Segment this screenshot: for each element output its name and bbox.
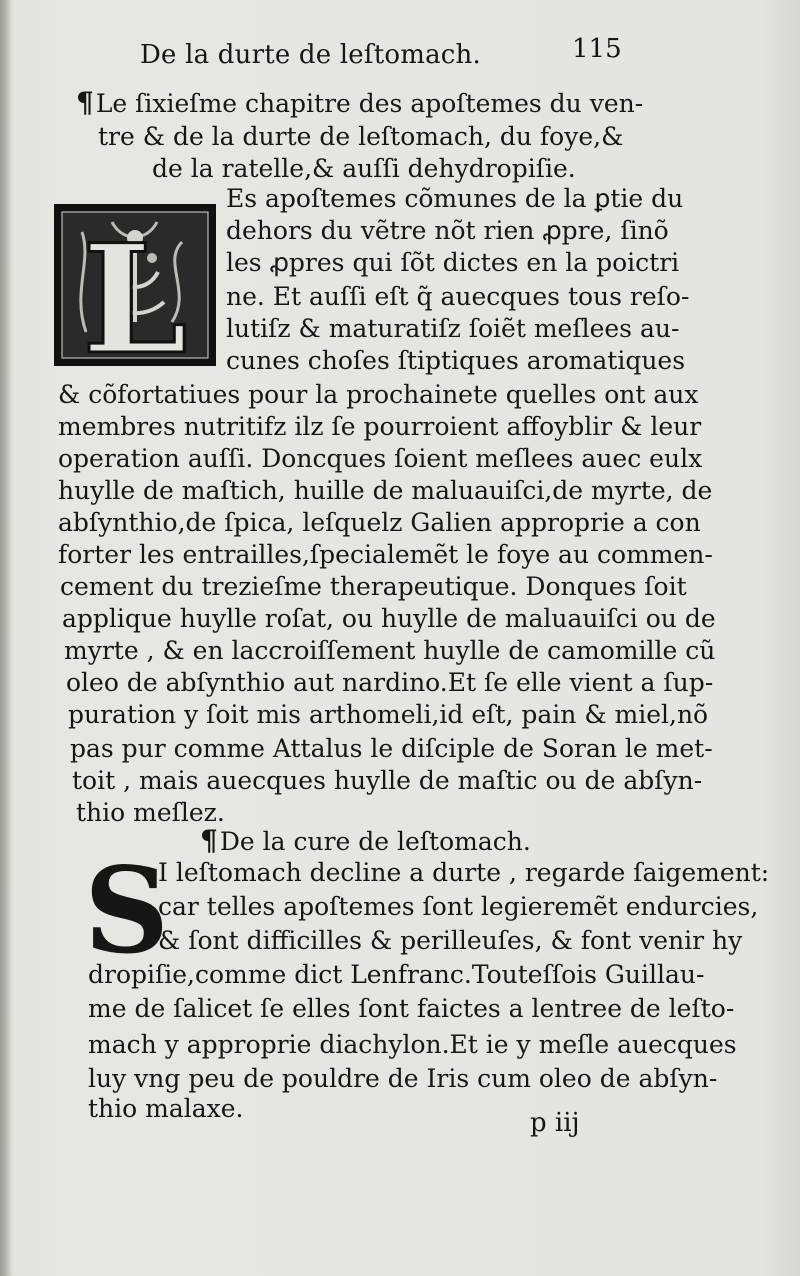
initial-letter-s: S (84, 841, 170, 980)
running-title: De la durte de leſtomach. (140, 40, 481, 70)
body-line-8: membres nutritifz ilz ſe pourroient affoyblir & leur (58, 412, 702, 441)
body-line-13: cement du trezieſme therapeutique. Donques ſoit (60, 572, 687, 601)
body-line-18: pas pur comme Attalus le diſciple de Soran le met- (70, 734, 713, 763)
body-line-20: thio meſlez. (76, 798, 225, 827)
folio-number: 115 (572, 34, 622, 64)
body-line-6: cunes choſes ſtiptiques aromatiques (226, 346, 686, 375)
pilcrow-icon: ¶ (76, 86, 94, 119)
section-line-2: car telles apoſtemes ſont legieremẽt endurcies, (158, 892, 759, 921)
body-line-3: les ꝓpres qui ſõt dictes en la poictri (226, 248, 680, 277)
initial-letter-l: L (82, 212, 188, 368)
body-line-19: toit , mais auecques huylle de maſtic ou de abſyn- (72, 766, 703, 795)
body-line-4: ne. Et auſſi eſt q̃ auecques tous reſo- (226, 282, 690, 311)
body-line-12: forter les entrailles,ſpecialemẽt le foye au commen- (58, 540, 713, 569)
signature-mark: p iij (530, 1108, 580, 1138)
section-heading-text: De la cure de leſtomach. (219, 827, 531, 856)
section-line-5: me de ſalicet ſe elles ſont faictes a lentree de leſto- (88, 994, 735, 1023)
chapter-heading-line-2: tre & de la durte de leſtomach, du foye,& (98, 122, 624, 151)
section-line-6: mach y approprie diachylon.Et ie y meſle auecques (88, 1030, 737, 1059)
section-line-7: luy vng peu de pouldre de Iris cum oleo de abſyn- (88, 1064, 718, 1093)
body-line-9: operation auſſi. Doncques ſoient meſlees auec eulx (58, 444, 703, 473)
body-line-14: applique huylle roſat, ou huylle de maluauiſci ou de (62, 604, 716, 633)
section-heading (200, 826, 531, 857)
body-line-16: oleo de abſynthio aut nardino.Et ſe elle vient a ſup- (66, 668, 714, 697)
gutter-shadow (0, 0, 12, 1276)
body-line-17: puration y ſoit mis arthomeli,id eſt, pain & miel,nõ (68, 700, 709, 729)
body-line-2: dehors du vẽtre nõt rien ꝓpre, ſinõ (226, 216, 669, 245)
woodcut-initial-l-icon (52, 202, 218, 368)
section-line-8: thio malaxe. (88, 1094, 244, 1123)
chapter-heading-line-3: de la ratelle,& auſſi dehydropiſie. (152, 154, 576, 183)
section-line-3: & ſont difficilles & perilleuſes, & font venir hy (158, 926, 743, 955)
section-line-4: dropiſie,comme dict Lenfranc.Touteſſois Guillau- (88, 960, 705, 989)
section-line-1: I leſtomach decline a durte , regarde ſaigement: (158, 858, 770, 887)
body-line-1: Es apoſtemes cõmunes de la ꝑtie du (226, 184, 684, 213)
body-line-10: huylle de maſtich, huille de maluauiſci,de myrte, de (58, 476, 713, 505)
chapter-heading-line-1 (76, 88, 643, 119)
body-line-7: & cõfortatiues pour la prochainete quelles ont aux (58, 380, 699, 409)
pilcrow-icon: ¶ (200, 824, 218, 857)
body-line-11: abſynthio,de ſpica, leſquelz Galien approprie a con (58, 508, 701, 537)
chapter-heading-text-1: Le ſixieſme chapitre des apoſtemes du ven- (95, 89, 644, 118)
body-line-15: myrte , & en laccroiſſement huylle de camomille cũ (64, 636, 716, 665)
body-line-5: lutiſz & maturatiſz ſoiẽt meſlees au- (226, 314, 680, 343)
